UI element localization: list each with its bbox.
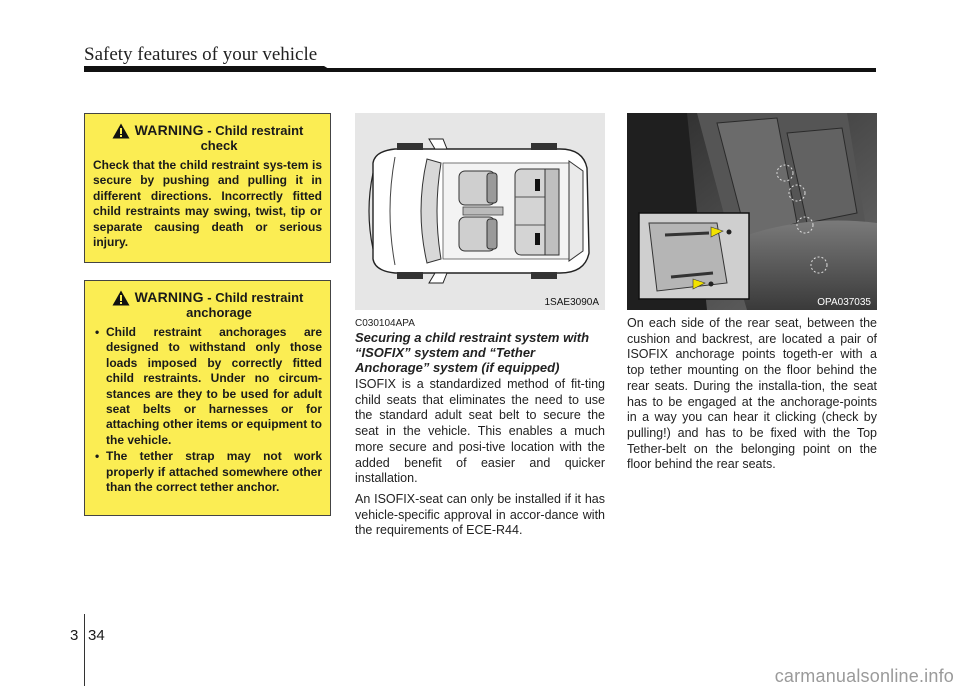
figure-rear-seat-photo [627,113,877,310]
warning-heading [93,123,322,153]
figure-code: OPA037035 [817,297,871,308]
warning-sep: - [203,123,216,138]
warning-box-check [84,113,331,263]
car-top-view-illustration [355,113,605,310]
warning-word: WARNING [134,122,204,138]
warning-subtitle-line2: check [200,138,238,153]
warning-subtitle-line2: anchorage [186,305,252,320]
warning-box-anchorage [84,280,331,516]
section-heading: Securing a child restraint system with “ISOFIX” system and “Tether Anchorage” system (if equipped) [355,330,590,375]
warning-list-item: • The tether strap may not work properly if attached somewhere other than the correct tether anchor. [93,449,322,495]
section-body [355,377,605,544]
warning-sep: - [203,290,216,305]
header-rule [84,68,876,72]
page-header-title: Safety features of your vehicle [84,44,318,65]
figure-code: 1SAE3090A [544,297,599,308]
warning-triangle-icon [112,123,130,139]
rear-seat-illustration [627,113,877,310]
page-chapter-number: 3 [70,627,79,644]
paragraph: An ISOFIX-seat can only be installed if it has vehicle-specific approval in accor-dance with the requirements of ECE-R44. [355,491,605,538]
warning-triangle-icon [112,290,130,306]
warning-list-item: • Child restraint anchorages are designed to withstand only those loads imposed by correctly fitted child restraints. Under no circum-stances are they to be used for adult seat belts or harnesses or for attaching other items or equipment to the vehicle. [93,325,322,448]
paragraph: ISOFIX is a standardized method of fit-ting child seats that eliminates the need to use the standard adult seat belt to secure the seat in the vehicle. This enables a much more secure and posi-tive location with the added benefit of easier and quicker installation. [355,377,605,486]
right-column-text [627,316,877,478]
section-code: C030104APA [355,318,415,329]
footer-rule [84,614,85,686]
page-number: 34 [88,627,105,644]
watermark: carmanualsonline.info [774,666,954,686]
paragraph: On each side of the rear seat, between the cushion and backrest, are located a pair of ISOFIX anchorage points togeth-er with a top tether mounting on the floor behind the rear seats. During the installa-tion, the seat has to be engaged at the anchorage-points in a way you can hear it clicking (check by pulling!) and has to be fixed with the Top Tether-belt on the belonging point on the floor behind the rear seats. [627,316,877,472]
warning-word: WARNING [134,289,204,305]
warning-heading [93,290,322,320]
figure-car-top-view [355,113,605,310]
warning-list [93,325,322,495]
warning-subtitle: Child restraint [215,123,304,138]
warning-subtitle: Child restraint [215,290,304,305]
warning-body: Check that the child restraint sys-tem is secure by pushing and pulling it in different directions. Incorrectly fitted child restraints may swing, twist, tip or separate causing death or serious injury. [93,158,322,250]
